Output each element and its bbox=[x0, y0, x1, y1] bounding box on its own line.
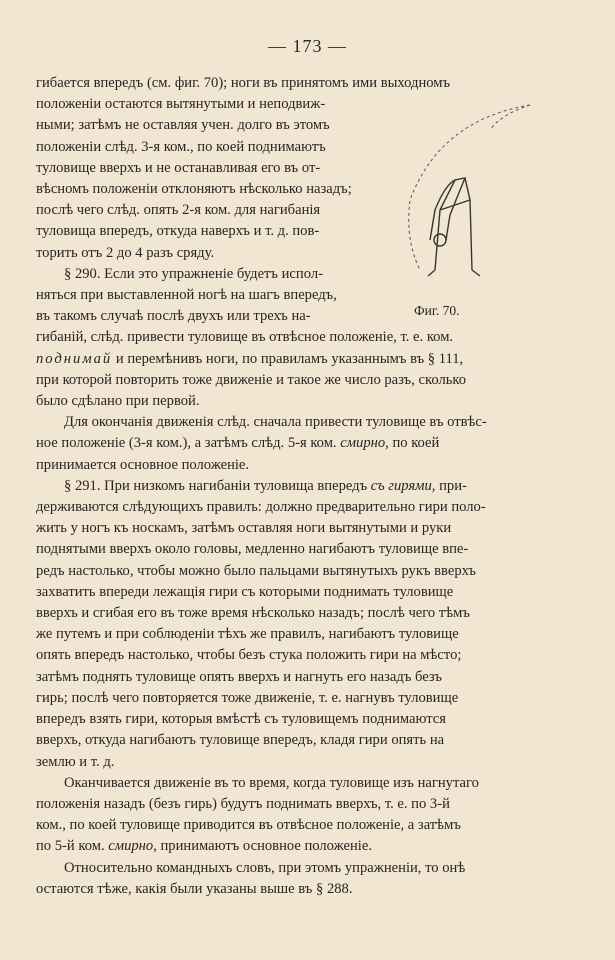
text-fragment: , принимаютъ основное положеніе. bbox=[153, 838, 372, 855]
text-line: редъ настолько, чтобы можно было пальцами вытянутыхъ рукъ вверхъ bbox=[36, 562, 476, 579]
text-line: гибаній, слѣд. привести туловище въ отвѣсное положеніе, т. е. ком. bbox=[36, 329, 454, 346]
command-word: смирно bbox=[340, 435, 386, 452]
text-line: Для окончанія движенія слѣд. сначала привести туловище въ отвѣс- bbox=[64, 414, 487, 431]
paragraph-290-start: § 290. Если это упражненіе будетъ испол- bbox=[64, 265, 323, 282]
text-line bbox=[36, 349, 542, 370]
text-fragment: , по коей bbox=[385, 435, 440, 452]
text-line: въ такомъ случаѣ послѣ двухъ или трехъ на- bbox=[36, 308, 311, 325]
text-line: землю и т. д. bbox=[36, 753, 115, 770]
text-fragment: по 5-й ком. bbox=[36, 838, 109, 855]
text-fragment: § 291. При низкомъ нагибаніи туловища впередъ bbox=[64, 477, 371, 494]
text-line: же путемъ и при соблюденіи тѣхъ же правилъ, нагибаютъ туловище bbox=[36, 626, 459, 643]
text-line: держиваются слѣдующихъ правилъ: должно предварительно гири поло- bbox=[36, 499, 486, 516]
text-line: затѣмъ поднять туловище опять вверхъ и нагнуть его назадъ безъ bbox=[36, 668, 442, 685]
text-line: положеніи остаются вытянутыми и неподвиж- bbox=[36, 96, 326, 113]
emphasis-text: съ гирями bbox=[370, 477, 432, 494]
text-fragment: и перемѣнивъ ноги, по правиламъ указаннымъ въ § 111, bbox=[112, 350, 464, 367]
text-line: остаются тѣже, какія были указаны выше въ § 288. bbox=[36, 880, 353, 897]
text-line: захватить впереди лежащія гири съ которыми поднимать туловище bbox=[36, 583, 454, 600]
text-line: поднятыми вверхъ около головы, медленно нагибаютъ туловище впе- bbox=[36, 541, 469, 558]
text-fragment: , при- bbox=[431, 477, 467, 494]
command-word: смирно bbox=[108, 838, 154, 855]
text-line: вверхъ, откуда нагибаютъ туловище впередъ, кладя гири опять на bbox=[36, 732, 445, 749]
text-line: положенія назадъ (безъ гирь) будутъ поднимать вверхъ, т. е. по 3-й bbox=[36, 795, 450, 812]
text-line: впередъ взять гири, которыя вмѣстѣ съ туловищемъ поднимаются bbox=[36, 711, 446, 728]
text-line: гирь; послѣ чего повторяется тоже движеніе, т. е. нагнувъ туловище bbox=[36, 689, 459, 706]
command-word: поднимай bbox=[36, 350, 113, 367]
text-line: няться при выставленной ногѣ на шагъ впередъ, bbox=[36, 287, 337, 304]
text-line: вѣсномъ положеніи отклоняютъ нѣсколько назадъ; bbox=[36, 181, 352, 198]
text-line: туловище вверхъ и не останавливая его въ от- bbox=[36, 159, 321, 176]
text-fragment: ное положеніе (3-я ком.), а затѣмъ слѣд. 5-я ком. bbox=[36, 435, 341, 452]
text-line: послѣ чего слѣд. опять 2-я ком. для нагибанія bbox=[36, 202, 321, 219]
text-line: Относительно командныхъ словъ, при этомъ упражненіи, то онѣ bbox=[64, 859, 466, 876]
text-line: гибается впередъ (см. фиг. 70); ноги въ принятомъ ими выходномъ bbox=[36, 75, 451, 91]
text-line bbox=[36, 433, 542, 454]
body-text bbox=[36, 73, 542, 900]
text-line: туловища впередъ, откуда наверхъ и т. д. пов- bbox=[36, 223, 320, 240]
text-line: было сдѣлано при первой. bbox=[36, 393, 200, 410]
text-line: ными; затѣмъ не оставляя учен. долго въ этомъ bbox=[36, 117, 330, 134]
text-line bbox=[36, 836, 542, 857]
page-number: — 173 — bbox=[268, 36, 347, 56]
text-line: жить у ногъ къ носкамъ, затѣмъ оставляя ноги вытянутыми и руки bbox=[36, 520, 452, 537]
figure-caption: Фиг. 70. bbox=[414, 303, 460, 318]
text-line: при которой повторить тоже движеніе и такое же число разъ, сколько bbox=[36, 371, 467, 388]
text-line: принимается основное положеніе. bbox=[36, 456, 250, 473]
text-line: положеніи слѣд. 3-я ком., по коей поднимаютъ bbox=[36, 138, 326, 155]
text-line: опять впередъ настолько, чтобы безъ стука положить гири на мѣсто; bbox=[36, 647, 462, 664]
text-line: торить отъ 2 до 4 разъ сряду. bbox=[36, 244, 215, 261]
paragraph-291-start bbox=[36, 476, 542, 497]
text-line: ком., по коей туловище приводится въ отвѣсное положеніе, а затѣмъ bbox=[36, 817, 461, 834]
text-line: вверхъ и сгибая его въ тоже время нѣсколько назадъ; послѣ чего тѣмъ bbox=[36, 605, 470, 622]
text-line: Оканчивается движеніе въ то время, когда туловище изъ нагнутаго bbox=[64, 774, 479, 791]
